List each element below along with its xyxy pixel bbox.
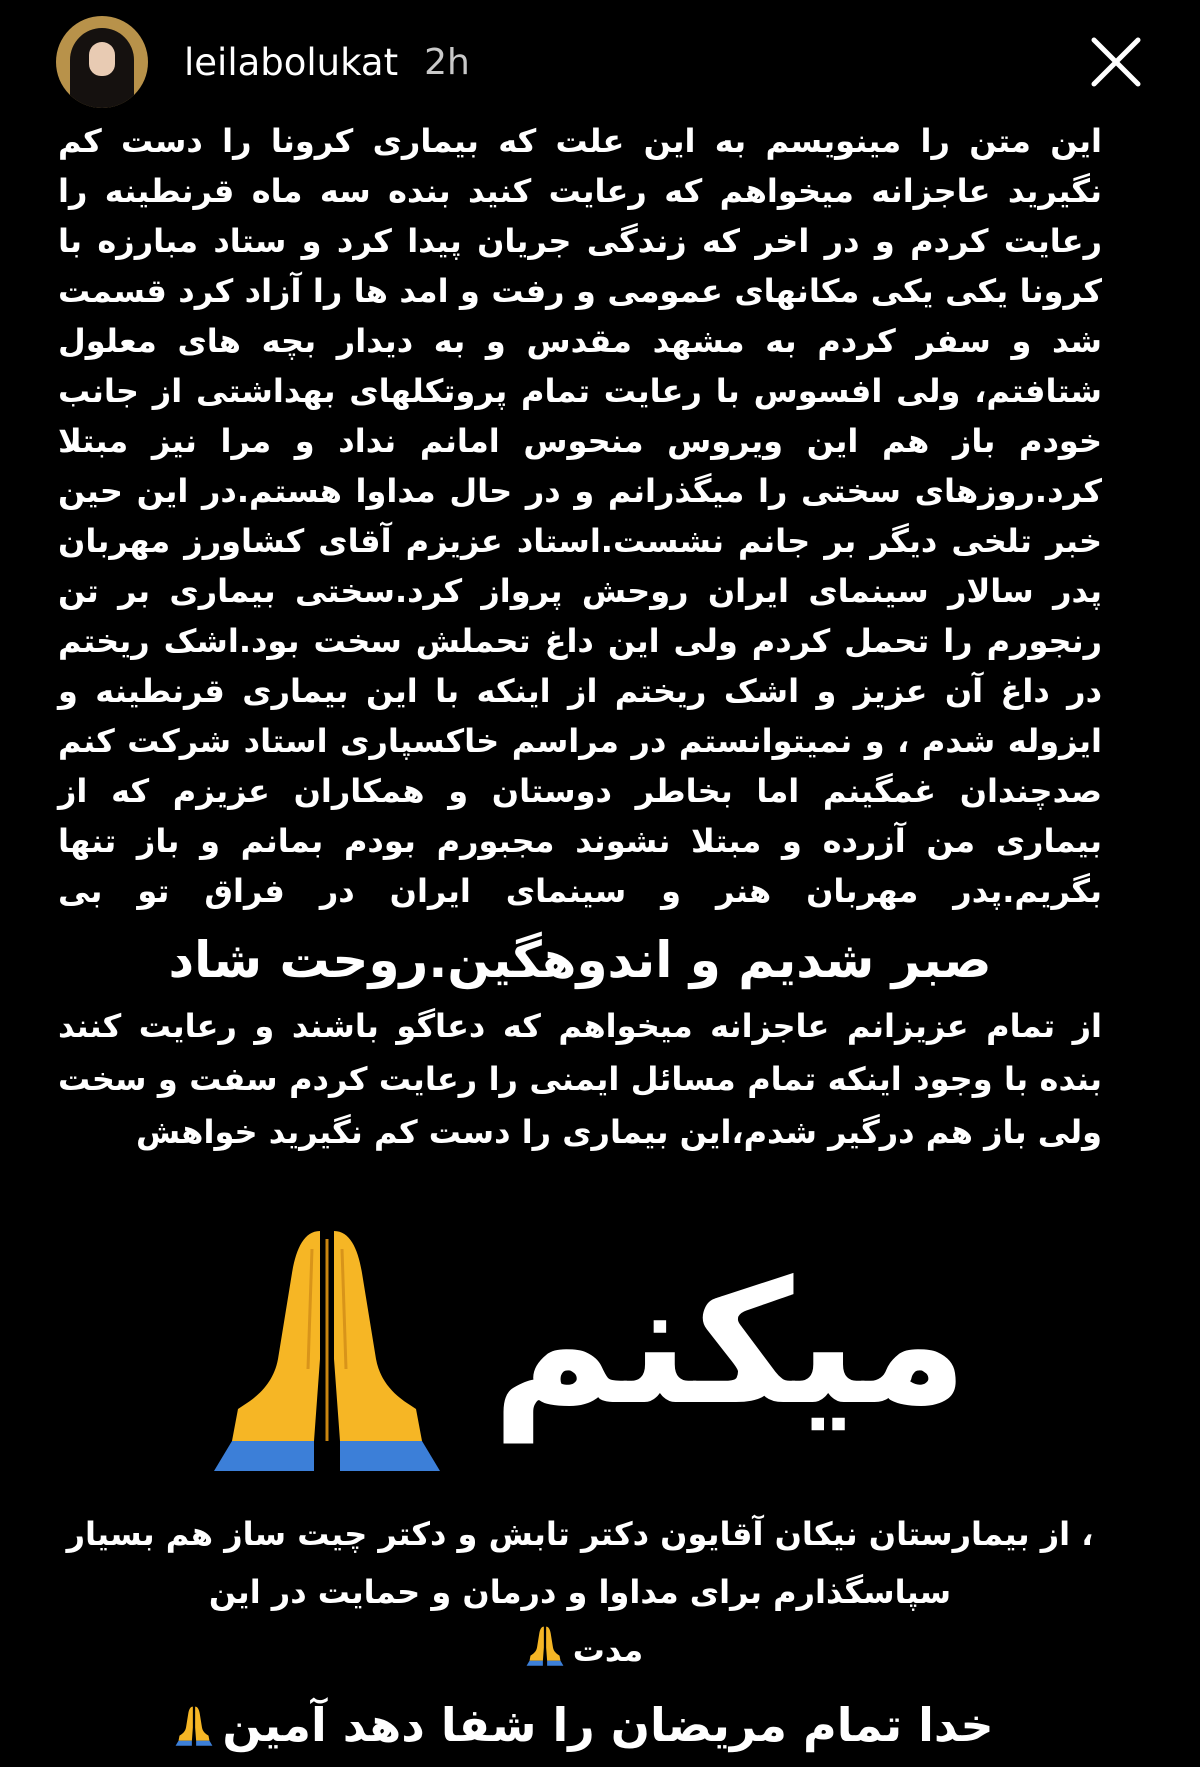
- huge-word-row: [40, 1199, 1120, 1489]
- story-huge-word: میکنم: [491, 1245, 969, 1443]
- story-paragraph-3-line-2: سپاسگذارم برای مداوا و درمان و حمایت در این: [208, 1573, 952, 1611]
- avatar[interactable]: [56, 16, 148, 108]
- close-icon: [1088, 34, 1144, 90]
- story-paragraph-3-line-3-wrap: [40, 1621, 1120, 1679]
- story-paragraph-3-line-1: ، از بیمارستان نیکان آقایون دکتر تابش و دکتر چیت ساز هم بسیار: [66, 1515, 1094, 1553]
- folded-hands-icon: [523, 1623, 567, 1667]
- story-emphasis-line: صبر شدیم و اندوهگین.روحت شاد: [168, 931, 992, 989]
- story-header: [56, 16, 1146, 108]
- close-button[interactable]: [1088, 34, 1144, 90]
- story-paragraph-1: این متن را مینویسم به این علت که بیماری کرونا را دست کم نگیرید عاجزانه میخواهم که رعایت کنید بنده سه ماه قرنطینه را رعایت کردم و در اخر که زندگی جریان پیدا کرد و ستاد مبارزه با کرونا یکی یکی مکانهای عمومی و رفت و امد ها را آزاد کرد قسمت شد و سفر کردم به مشهد مقدس و به دیدار بچه های معلول شتافتم، ولی افسوس با رعایت تمام پروتکلهای بهداشتی از جانب خودم باز هم این ویروس منحوس امانم نداد و مرا نیز مبتلا کرد.روزهای سختی را میگذرانم و در حال مداوا هستم.در این حین خبر تلخی دیگر بر جانم نشست.استاد عزیزم آقای کشاورز مهربان پدر سالار سینمای ایران روحش پرواز کرد.سختی بیماری بر تن رنجورم را تحمل کردم ولی این داغ تحملش سخت بود.اشک ریختم در داغ آن عزیز و اشک ریختم از اینکه با این بیماری قرنطینه و ایزوله شدم ، و نمیتوانستم در مراسم خاکسپاری استاد شرکت کنم صدچندان غمگینم اما بخاطر دوستان و همکاران عزیزم که از بیماری من آزرده و مبتلا نشوند مجبورم بودم بمانم و باز تنها بگریم.پدر مهربان هنر و سینمای ایران در فراق تو بی: [58, 122, 1102, 910]
- story-content: [40, 116, 1120, 1767]
- story-final-line-wrap: [40, 1683, 1120, 1767]
- story-final-line: خدا تمام مریضان را شفا دهد آمین: [222, 1698, 994, 1752]
- folded-hands-icon: [172, 1703, 216, 1747]
- story-paragraph-3: [40, 1505, 1120, 1679]
- folded-hands-icon: [192, 1209, 462, 1479]
- story-paragraph-3-line-3: مدت: [572, 1631, 644, 1669]
- story-paragraph-2: از تمام عزیزانم عاجزانه میخواهم که دعاگو باشند و رعایت کنند بنده با وجود اینکه تمام مسائل ایمنی را رعایت کردم سفت و سخت ولی باز هم درگیر شدم،این بیماری را دست کم نگیرید خواهش: [58, 1007, 1102, 1151]
- username[interactable]: leilabolukat: [184, 40, 399, 84]
- timestamp: 2h: [424, 41, 470, 83]
